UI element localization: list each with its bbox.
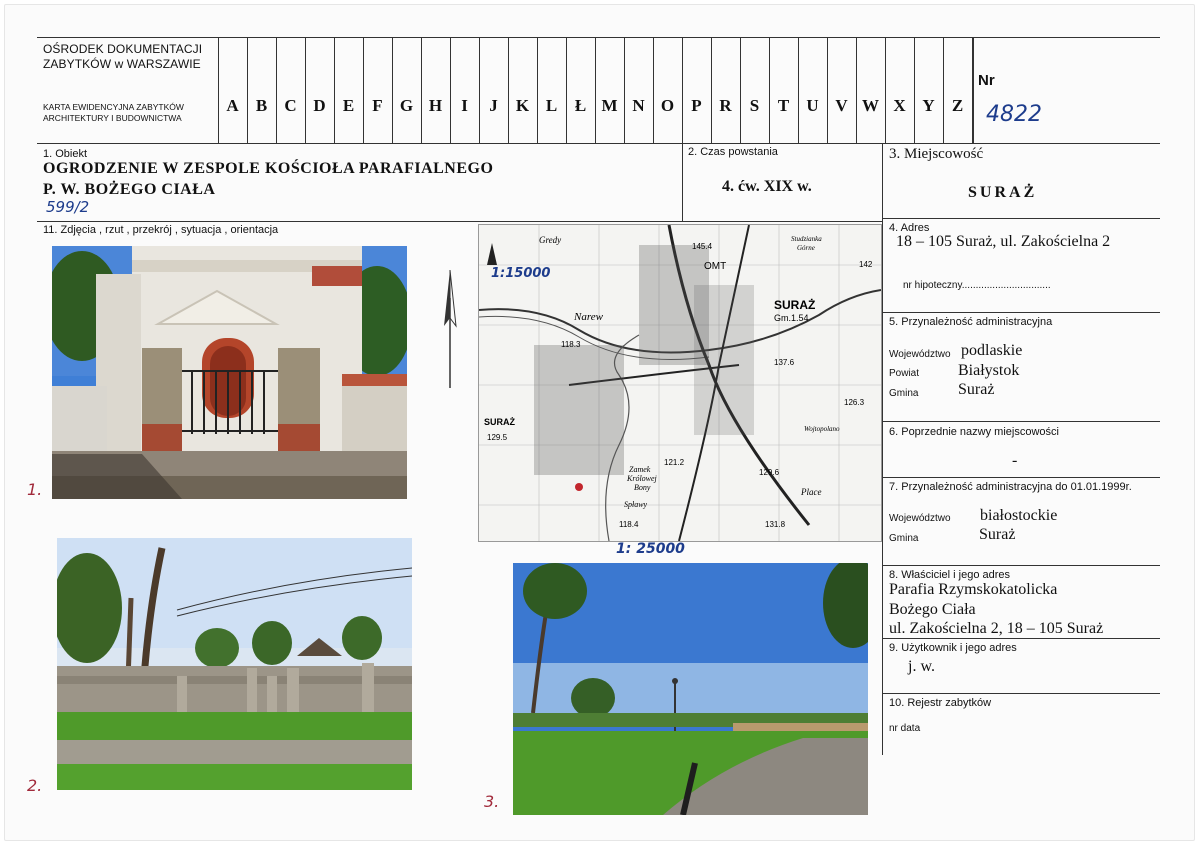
letter-cell-divider [943,37,944,144]
index-letter: R [719,96,732,115]
letter-cell-divider [479,37,480,144]
letter-cell-divider [392,37,393,144]
index-letter: K [515,96,530,115]
index-letter: X [893,96,906,115]
map-label-gm: Gm.1.54 [774,313,809,323]
map-label-omt: OMT [704,261,727,272]
letter-cell-divider [508,37,509,144]
map-scale-top: 1:15000 [491,266,551,281]
gmina-1999-value: Suraż [979,526,1016,543]
map-label-studzianka: Studzianka [791,235,822,243]
index-letter: I [461,96,468,115]
index-letter: E [342,96,355,115]
letter-cell-divider [653,37,654,144]
poprzednie-label: 6. Poprzednie nazwy miejscowości [889,426,1059,438]
map-height: 118.3 [561,340,581,349]
index-letter: Z [951,96,964,115]
adres-label: 4. Adres [889,222,930,234]
index-letter: T [777,96,790,115]
row-divider [37,221,883,222]
header-divider [218,37,219,144]
czas-value: 4. ćw. XIX w. [722,178,812,195]
map-height: 145.4 [692,242,713,251]
wlasciciel-label: 8. Właściciel i jego adres [889,569,1011,581]
index-letter: B [255,96,268,115]
rejestr-nr-data: nr data [889,723,921,734]
index-letter: U [806,96,819,115]
header-divider [973,37,974,144]
index-letter: V [835,96,848,115]
letter-cell-divider [624,37,625,144]
site-map [478,224,882,542]
row-divider [882,693,1160,694]
letter-cell-divider [537,37,538,144]
czas-label: 2. Czas powstania [688,146,778,158]
letter-cell-divider [682,37,683,144]
index-letter: S [749,96,760,115]
row-divider [882,421,1160,422]
letter-cell-divider [566,37,567,144]
letter-cell-divider [334,37,335,144]
row-divider [882,565,1160,566]
letter-cell-divider [711,37,712,144]
photo-gate [52,246,407,499]
header-top-border [37,37,1160,38]
map-scale-bottom: 1: 25000 [616,541,685,557]
map-label-bony: Bony [634,483,651,492]
powiat-value: Białystok [958,362,1020,379]
photo-number-1: 1. [27,480,43,499]
letter-cell-divider [450,37,451,144]
letter-cell-divider [276,37,277,144]
index-letter: P [691,96,702,115]
index-letter: A [226,96,239,115]
map-height: 137.6 [774,358,795,367]
photo-number-3: 3. [484,792,500,811]
obiekt-line1: OGRODZENIE W ZESPOLE KOŚCIOŁA PARAFIALNEGO [43,160,494,177]
wlasciciel-line3: ul. Zakościelna 2, 18 – 105 Suraż [889,620,1104,637]
przynaleznosc-label: 5. Przynależność administracyjna [889,316,1053,328]
nr-value: 4822 [986,102,1042,127]
rejestr-label: 10. Rejestr zabytków [889,697,992,709]
card-type: KARTA EWIDENCYJNA ZABYTKÓW ARCHITEKTURY I BUDOWNICTWA [43,102,184,123]
letter-cell-divider [885,37,886,144]
poprzednie-value: - [1012,452,1018,469]
index-letter: C [284,96,297,115]
wojewodztwo-value: podlaskie [961,342,1023,359]
index-letter: O [660,96,675,115]
obiekt-label: 1. Obiekt [43,148,88,160]
letter-cell-divider [305,37,306,144]
letter-cell-divider [827,37,828,144]
letter-cell-divider [363,37,364,144]
photo-churchyard-path [513,563,868,815]
map-label-narew: Narew [574,311,603,323]
gmina-label: Gmina [889,388,919,399]
map-label-suraz-town: SURAŻ [774,298,816,312]
index-letter: N [632,96,645,115]
index-letter: F [372,96,383,115]
index-letter: Ł [574,96,587,115]
powiat-label: Powiat [889,368,920,379]
nr-hipoteczny: nr hipoteczny................................ [903,280,1051,291]
obiekt-handwritten-number: 599/2 [46,198,90,216]
map-height: 121.2 [664,458,685,467]
map-label-gorne: Górne [797,244,815,252]
map-label-gredy: Gredy [539,235,562,245]
przynaleznosc-1999-label: 7. Przynależność administracyjna do 01.01.1999r. [889,481,1132,493]
nr-label: Nr [978,72,995,89]
index-letter: D [313,96,326,115]
row-divider [882,477,1160,478]
institution-name: OŚRODEK DOKUMENTACJI ZABYTKÓW w WARSZAWIE [43,42,203,71]
right-column-divider [882,143,883,755]
adres-value: 18 – 105 Suraż, ul. Zakościelna 2 [896,233,1111,250]
map-height: 118.4 [619,520,639,529]
letter-cell-divider [421,37,422,144]
wojewodztwo-1999-label: Województwo [889,513,951,524]
gmina-1999-label: Gmina [889,533,919,544]
header-bottom-border [37,143,1160,144]
letter-cell-divider [972,37,973,144]
index-letter: M [601,96,618,115]
index-letter: Y [922,96,935,115]
map-label-wojtopolano: Wojtopolano [804,425,840,433]
map-label-place: Place [801,487,822,497]
miejscowosc-value: SURAŻ [968,184,1038,201]
map-height: 142 [859,260,873,269]
row-divider [882,638,1160,639]
letter-cell-divider [595,37,596,144]
miejscowosc-label: 3. Miejscowość [889,146,984,162]
letter-cell-divider [740,37,741,144]
map-label-suraz-left: SURAŻ [484,417,515,427]
map-label-krolowej: Królowej [627,474,657,483]
zdjecia-label: 11. Zdjęcia , rzut , przekrój , sytuacja , orientacja [43,224,279,236]
letter-cell-divider [769,37,770,144]
index-letter: H [428,96,443,115]
field-divider [682,143,683,221]
gmina-value: Suraż [958,381,995,398]
photo-number-2: 2. [27,776,43,795]
uzytkownik-label: 9. Użytkownik i jego adres [889,642,1017,654]
index-letter: J [489,96,498,115]
letter-cell-divider [247,37,248,144]
index-letter: G [399,96,414,115]
uzytkownik-value: j. w. [908,658,935,675]
map-height: 129.6 [759,468,780,477]
photo-cemetery-wall [57,538,412,790]
wojewodztwo-label: Województwo [889,349,951,360]
north-arrow-icon [440,268,460,390]
map-label-splawy: Spławy [624,500,648,509]
index-letter: W [862,96,879,115]
wlasciciel-line1: Parafia Rzymskokatolicka [889,581,1058,598]
map-height: 131.8 [765,520,786,529]
wojewodztwo-1999-value: białostockie [980,507,1058,524]
wlasciciel-line2: Bożego Ciała [889,601,976,618]
map-height: 129.5 [487,433,508,442]
letter-cell-divider [798,37,799,144]
letter-cell-divider [856,37,857,144]
map-height: 126.3 [844,398,865,407]
row-divider [882,218,1160,219]
map-label-zamek: Zamek [629,465,651,474]
row-divider [882,312,1160,313]
obiekt-line2: P. W. BOŻEGO CIAŁA [43,181,216,198]
letter-cell-divider [914,37,915,144]
index-letter: L [545,96,558,115]
